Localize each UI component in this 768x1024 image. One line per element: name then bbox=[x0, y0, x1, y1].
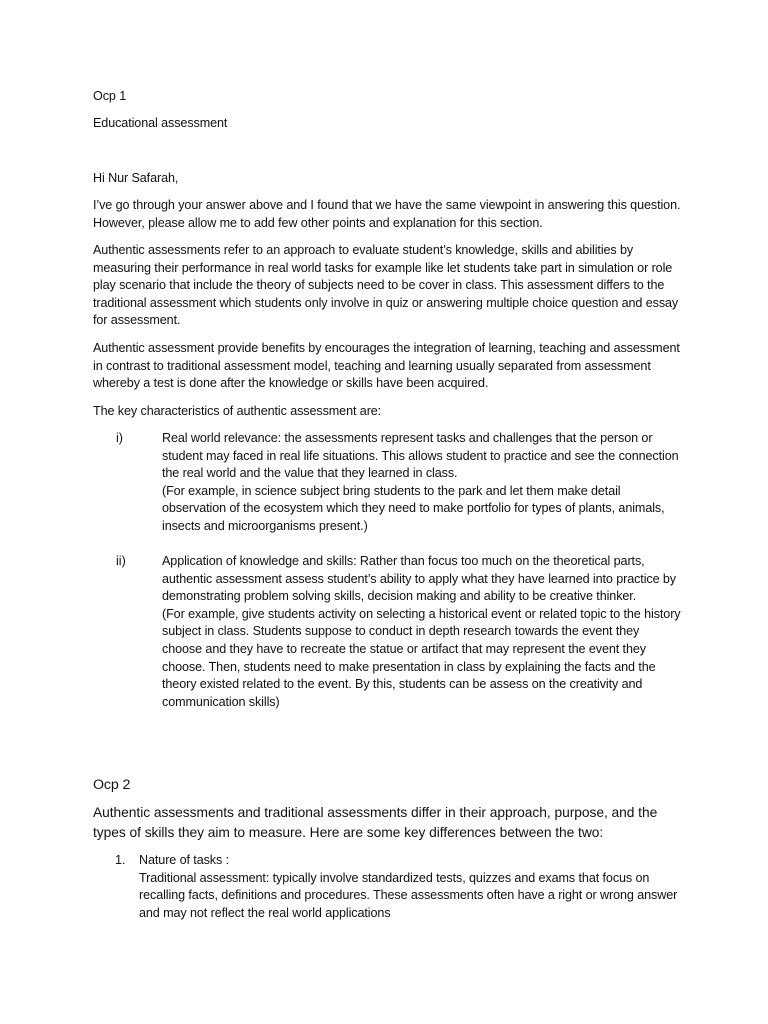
paragraph-benefits: Authentic assessment provide benefits by encourages the integration of learning, teaching and assessment in contrast to traditional assessment model, teaching and learning usually separated from assessment whereby a test is done after the knowledge or skills have been acquired. bbox=[93, 341, 680, 391]
list-marker: ii) bbox=[116, 554, 126, 568]
list-item-text: Application of knowledge and skills: Rather than focus too much on the theoretical parts, authentic assessment assess student’s ability to apply what they have learned into practice by demonstrating problem solving skills, decision making and ability to be creative thinker. bbox=[162, 554, 677, 604]
paragraph-intro: I’ve go through your answer above and I found that we have the same viewpoint in answering this question. However, please allow me to add few other points and explanation for this section. bbox=[93, 198, 681, 230]
list-item-heading: Nature of tasks : bbox=[139, 853, 229, 867]
list-item-text: Real world relevance: the assessments represent tasks and challenges that the person or student may faced in real life situations. This allows student to practice and see the connection the real world and the value that they learned in class. bbox=[162, 431, 679, 481]
ocp2-intro: Authentic assessments and traditional assessments differ in their approach, purpose, and the types of skills they aim to measure. Here are some key differences between the two: bbox=[93, 805, 658, 840]
paragraph-characteristics-intro: The key characteristics of authentic assessment are: bbox=[93, 404, 382, 418]
list-item-body bbox=[139, 852, 684, 922]
list-marker: 1. bbox=[115, 853, 126, 867]
list-marker: i) bbox=[116, 431, 123, 445]
ocp2-title: Ocp 2 bbox=[93, 777, 131, 793]
greeting: Hi Nur Safarah, bbox=[93, 171, 179, 185]
list-item-example: (For example, give students activity on selecting a historical event or related topic to the history subject in class. Students suppose to conduct in depth research towards the event they choose and they have to recreate the statue or artifact that may represent the event they choose. Then, students need to make presentation in class by explaining the facts and the theory existed related to the event. By this, students can be assess on the creativity and communication skills) bbox=[162, 606, 681, 709]
ocp1-title: Ocp 1 bbox=[93, 89, 127, 103]
list-item-body bbox=[162, 430, 682, 536]
paragraph-definition: Authentic assessments refer to an approach to evaluate student’s knowledge, skills and abilities by measuring their performance in real world tasks for example like let students take part in simulation or role play scenario that include the theory of subjects need to be cover in class. This assessment differs to the traditional assessment which students only involve in quiz or answering multiple choice question and essay for assessment. bbox=[93, 243, 679, 328]
list-item-body bbox=[162, 553, 682, 711]
list-item-text: Traditional assessment: typically involve standardized tests, quizzes and exams that focus on recalling facts, definitions and procedures. These assessments often have a right or wrong answer and may not reflect the real world applications bbox=[139, 870, 678, 920]
subject-title: Educational assessment bbox=[93, 116, 228, 130]
list-item-example: (For example, in science subject bring students to the park and let them make detail observation of the ecosystem which they need to make portfolio for types of plants, animals, insects and microorganisms present.) bbox=[162, 483, 665, 533]
